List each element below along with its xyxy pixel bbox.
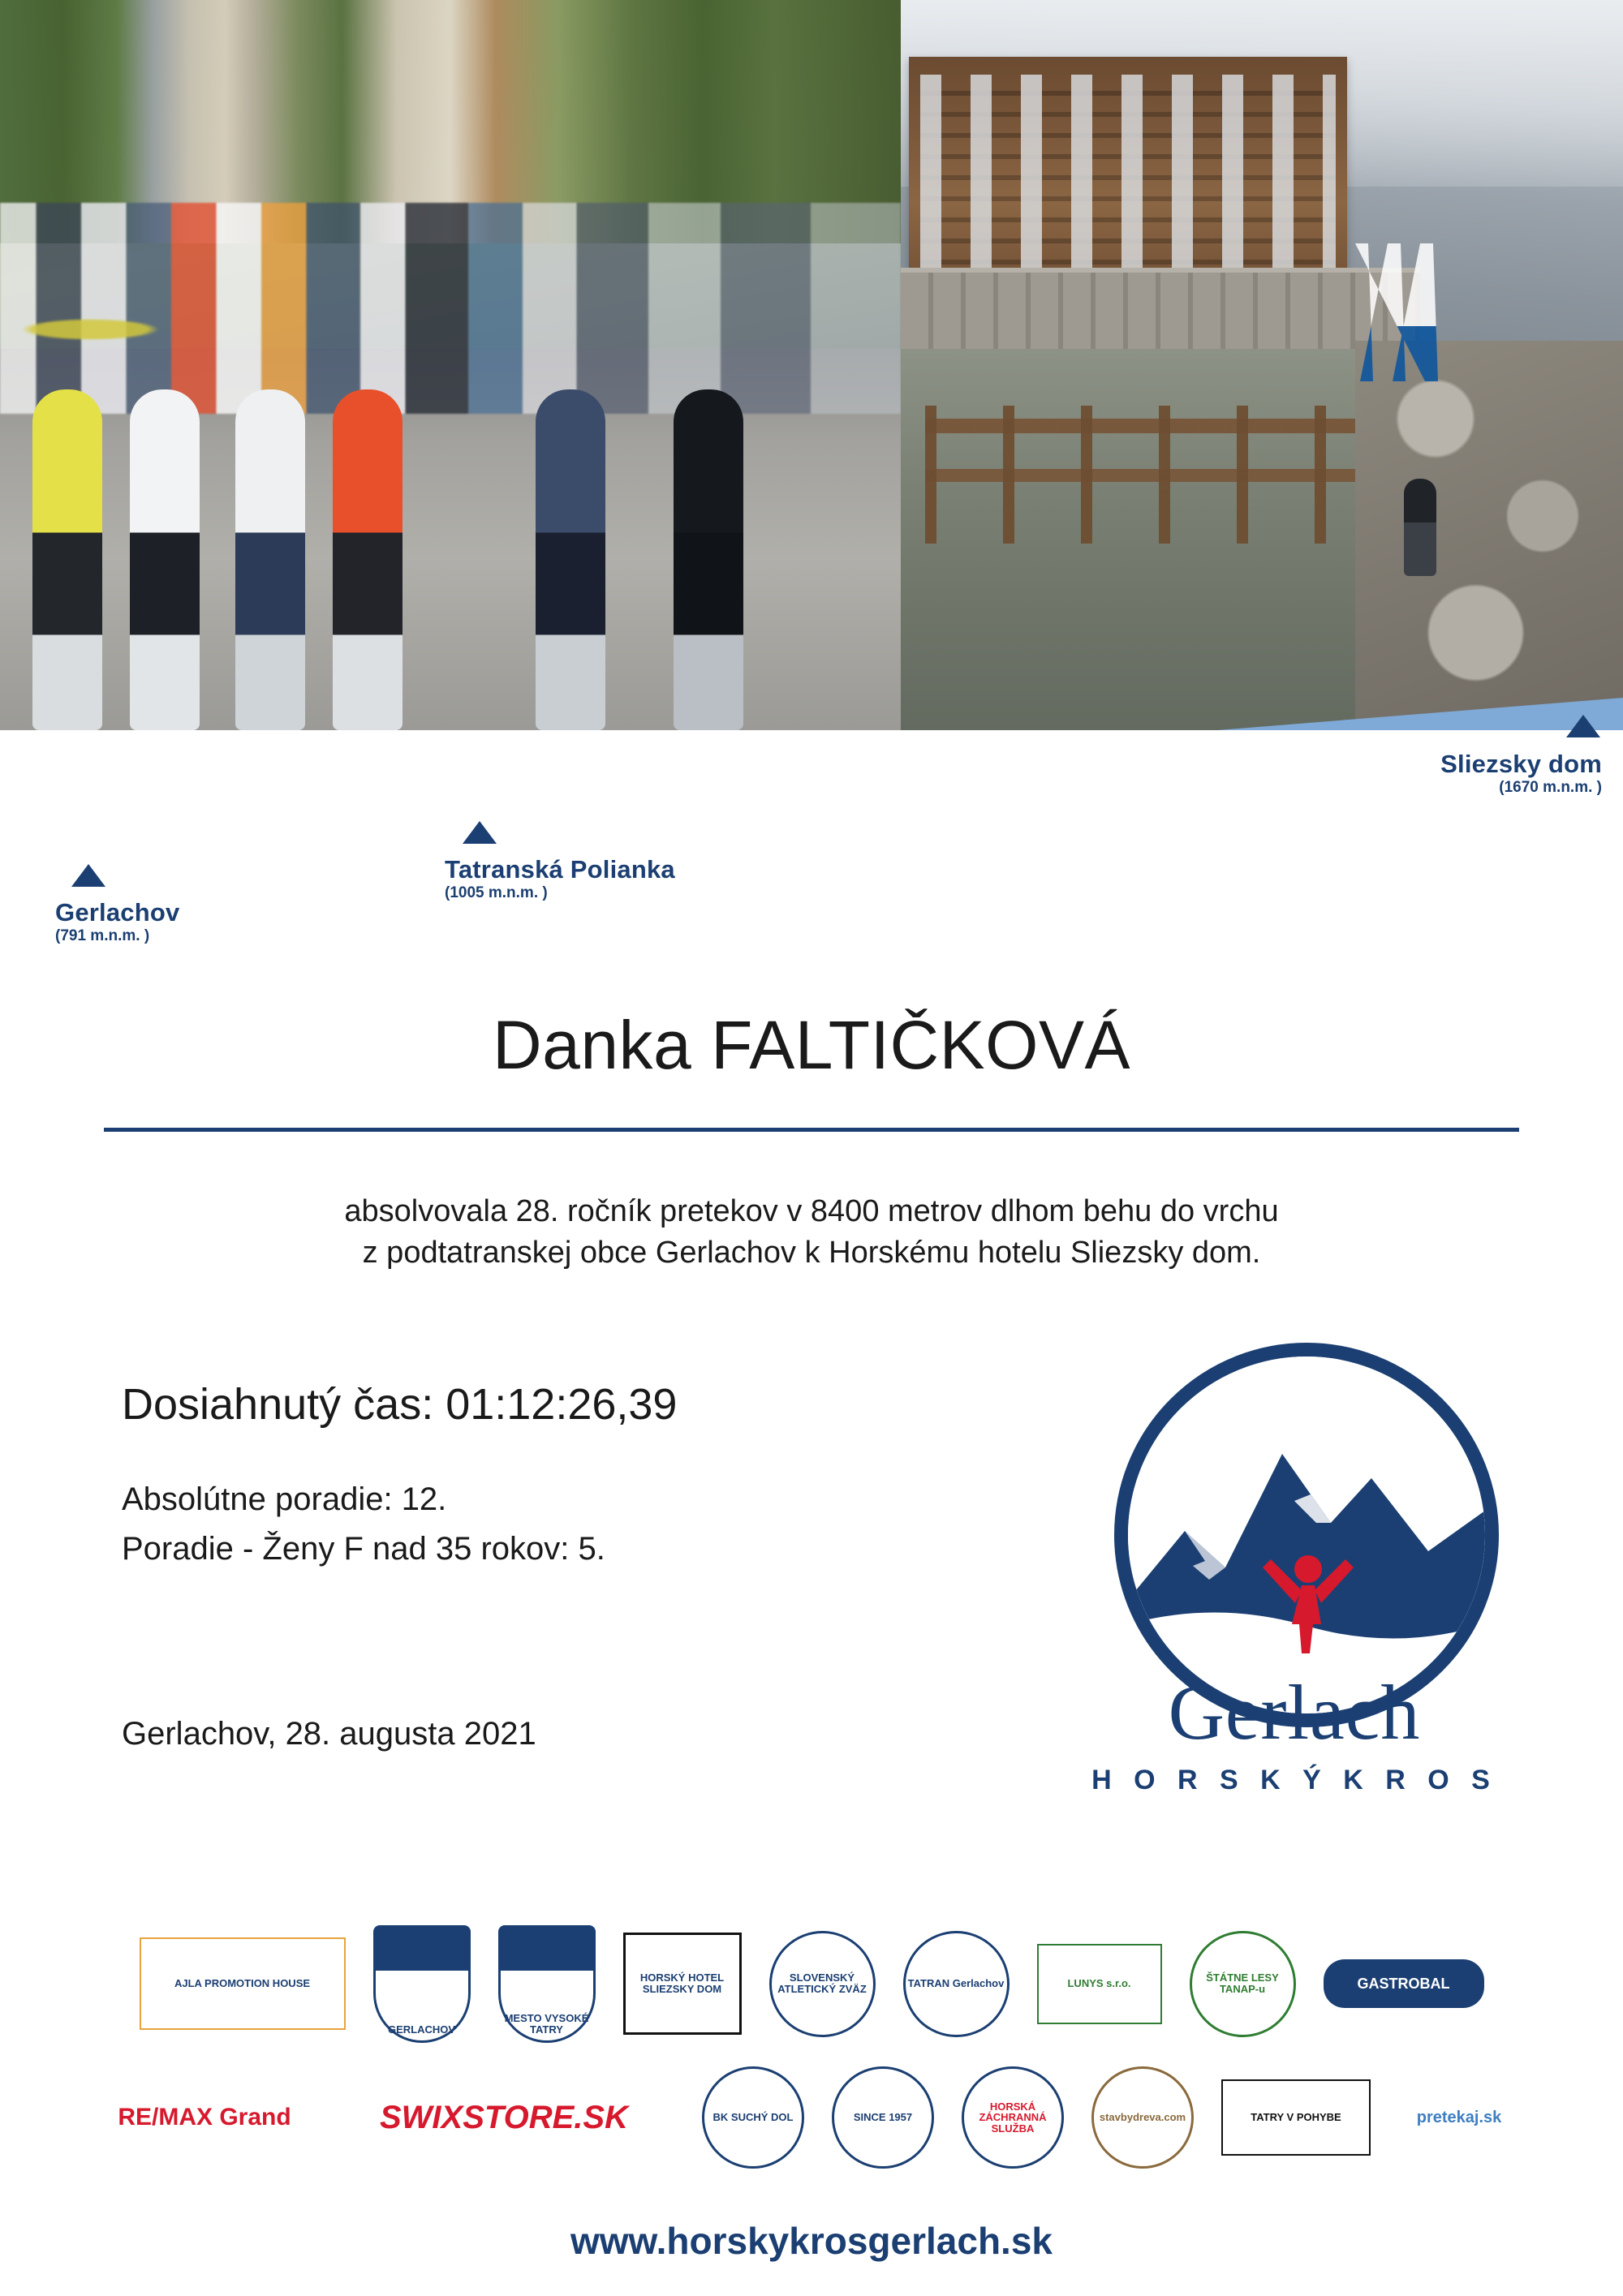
location-altitude: (1005 m.n.m. ): [445, 884, 548, 902]
runner-figure: [32, 389, 102, 730]
location-altitude: (1670 m.n.m. ): [1499, 779, 1602, 797]
sponsor-statne-lesy-tanap[interactable]: ŠTÁTNE LESY TANAP-u: [1190, 1931, 1296, 2037]
stone-wall: [901, 268, 1420, 362]
hotel-windows: [920, 75, 1336, 268]
place-and-date: Gerlachov, 28. augusta 2021: [122, 1716, 536, 1752]
sponsor-horska-zachranna-sluzba[interactable]: HORSKÁ ZÁCHRANNÁ SLUŽBA: [962, 2066, 1064, 2169]
marker-triangle-tatranska-polianka: [463, 821, 497, 844]
sponsor-horsky-hotel-sliezsky-dom[interactable]: HORSKÝ HOTEL SLIEZSKY DOM: [623, 1933, 742, 2035]
location-name: Gerlachov: [55, 898, 180, 927]
elevation-profile-graphic: [0, 698, 1623, 730]
description-line-2: z podtatranskej obce Gerlachov k Horskému hotelu Sliezsky dom.: [362, 1236, 1261, 1271]
sponsor-stavby-dreva[interactable]: stavbydreva.com: [1091, 2066, 1194, 2169]
athlete-name: Danka FALTIČKOVÁ: [492, 1007, 1131, 1083]
sponsor-tatry-v-pohybe[interactable]: TATRY V POHYBE: [1221, 2079, 1371, 2156]
sponsor-ajla-promotion-house[interactable]: AJLA PROMOTION HOUSE: [140, 1937, 346, 2030]
runner-figure: [130, 389, 200, 730]
runner-figure: [235, 389, 305, 730]
rocky-slope: [1355, 341, 1623, 730]
marker-triangle-gerlachov: [71, 864, 105, 887]
location-sliezsky-dom: [1440, 750, 1602, 797]
runner-crowd: [0, 203, 901, 414]
location-gerlachov: [55, 899, 179, 945]
sponsor-remax-grand[interactable]: RE/MAX Grand: [103, 2075, 306, 2161]
photo-banner: [0, 0, 1623, 730]
runner-figure: [674, 389, 743, 730]
runner-figure: [438, 389, 508, 730]
sponsor-bk-suchy-dol[interactable]: BK SUCHÝ DOL: [702, 2066, 804, 2169]
divider: [104, 1128, 1519, 1132]
logo-subtitle: H O R S K Ý K R O S: [1091, 1765, 1497, 1795]
description-line-1: absolvovala 28. ročník pretekov v 8400 metrov dlhom behu do vrchu: [344, 1194, 1279, 1228]
sponsor-sk-ztratny-gerlachov[interactable]: SINCE 1957: [832, 2066, 934, 2169]
runner-figure: [1404, 479, 1436, 576]
mountain-icon: [1128, 1357, 1485, 1713]
finish-time: Dosiahnutý čas: 01:12:26,39: [122, 1380, 678, 1429]
sponsor-pretekaj-sk[interactable]: pretekaj.sk: [1398, 2079, 1520, 2156]
description: [0, 1191, 1623, 1275]
sponsor-row-1: [0, 1915, 1623, 2053]
sponsor-logos: [0, 1915, 1623, 2207]
category-rank: Poradie - Ženy F nad 35 rokov: 5.: [122, 1531, 605, 1567]
sponsor-gerlachov-coat-of-arms[interactable]: GERLACHOV: [373, 1925, 471, 2043]
location-name: Sliezsky dom: [1440, 750, 1602, 778]
sponsor-lunys[interactable]: LUNYS s.r.o.: [1037, 1944, 1162, 2024]
wooden-railing: [925, 406, 1380, 544]
website-url[interactable]: www.horskykrosgerlach.sk: [570, 2220, 1053, 2262]
location-name: Tatranská Polianka: [445, 855, 675, 884]
logo-wordmark: Gerlach: [1168, 1669, 1421, 1756]
marker-triangle-sliezsky-dom: [1566, 715, 1600, 737]
race-start-photo: [0, 0, 901, 730]
absolute-rank: Absolútne poradie: 12.: [122, 1481, 447, 1517]
runner-figure: [536, 389, 605, 730]
results: [122, 1379, 1014, 1580]
sponsor-tatran-gerlachov[interactable]: TATRAN Gerlachov: [903, 1931, 1010, 2037]
gerlach-horsky-kros-logo: [1075, 1343, 1513, 1813]
sliezsky-dom-photo: [901, 0, 1623, 730]
runner-figure: [333, 389, 403, 730]
sponsor-swixstore-sk[interactable]: SWIXSTORE.SK: [334, 2089, 674, 2146]
sponsor-slovensky-atleticky-zvaz[interactable]: SLOVENSKÝ ATLETICKÝ ZVÄZ: [769, 1931, 876, 2037]
sponsor-mesto-vysoke-tatry[interactable]: MESTO VYSOKÉ TATRY: [498, 1925, 596, 2043]
location-altitude: (791 m.n.m. ): [55, 927, 150, 945]
hotel-building: [909, 57, 1347, 300]
sponsor-gastrobal[interactable]: GASTROBAL: [1324, 1959, 1484, 2008]
location-tatranska-polianka: [445, 856, 675, 902]
sponsor-row-2: [0, 2053, 1623, 2182]
